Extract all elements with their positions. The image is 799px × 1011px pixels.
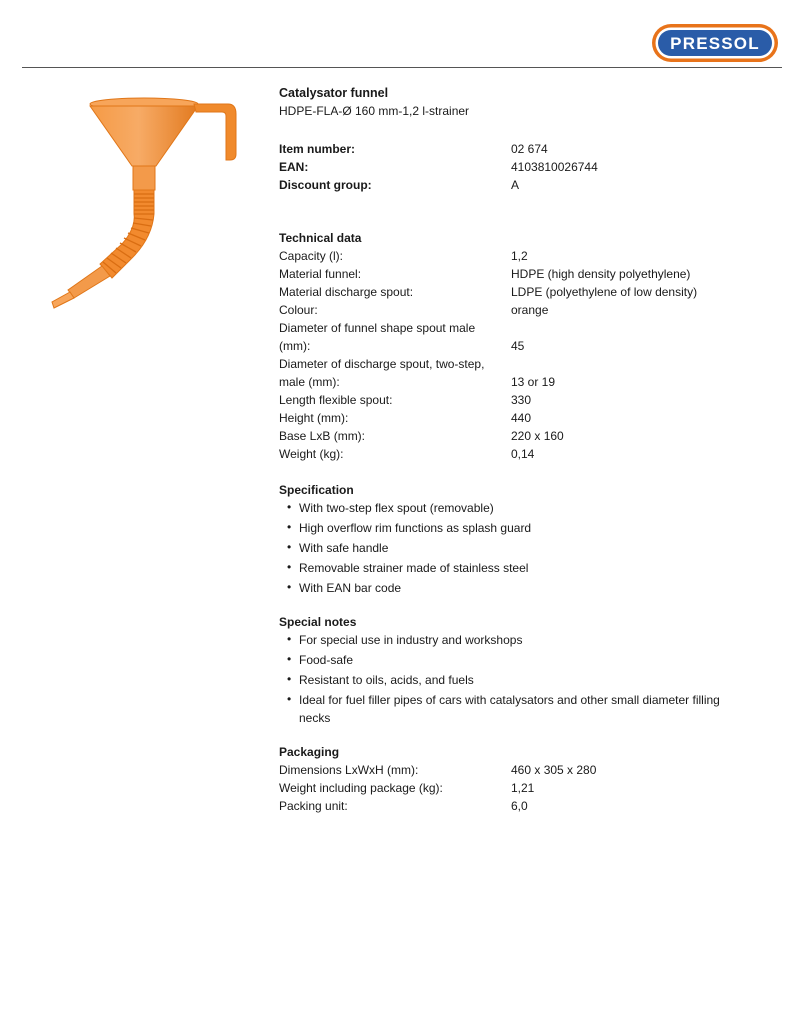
packaging-heading: Packaging [279,745,340,759]
bullet-icon: • [287,520,292,534]
tech-value [511,355,759,391]
packaging-row [279,797,759,815]
tech-value: 220 x 160 [511,429,564,443]
tech-row [279,265,759,283]
tech-row [279,283,759,301]
tech-label: Material funnel: [279,267,362,281]
tech-label: Length flexible spout: [279,393,393,407]
product-datasheet [279,84,759,815]
ean-label: EAN: [279,160,309,174]
list-item-text: With EAN bar code [299,581,402,595]
tech-row [279,445,759,463]
bullet-icon: • [287,692,292,706]
packaging-row [279,779,759,797]
technical-data-heading: Technical data [279,231,362,245]
tech-label [279,355,511,391]
list-item [279,559,759,577]
tech-value: 1,2 [511,249,528,263]
packaging-value: 1,21 [511,781,535,795]
packaging-label: Packing unit: [279,799,348,813]
list-item [279,651,759,669]
pressol-logo [651,23,779,63]
ean-value: 4103810026744 [511,160,598,174]
item-number-row [279,140,759,158]
bullet-icon: • [287,632,292,646]
tech-value: LDPE (polyethylene of low density) [511,285,698,299]
tech-row [279,301,759,319]
special-notes-heading: Special notes [279,615,357,629]
tech-label: Capacity (l): [279,249,344,263]
item-number-label: Item number: [279,142,356,156]
list-item-text: With two-step flex spout (removable) [299,501,494,515]
tech-label: Weight (kg): [279,447,344,461]
tech-label: Base LxB (mm): [279,429,366,443]
logo-text: PRESSOL [670,34,760,53]
tech-label-line1: Diameter of discharge spout, two-step, [279,357,485,371]
bullet-icon: • [287,560,292,574]
tech-value-text: 45 [511,339,525,353]
packaging-label: Weight including package (kg): [279,781,443,795]
list-item [279,631,759,649]
list-item-text: Food-safe [299,653,354,667]
specification-heading: Specification [279,483,354,497]
orange-funnel-image [44,92,244,316]
header-divider [22,67,782,68]
product-subtitle: HDPE-FLA-Ø 160 mm-1,2 l-strainer [279,104,470,118]
tech-label: Material discharge spout: [279,285,414,299]
list-item [279,691,759,727]
tech-value: 440 [511,411,532,425]
product-title: Catalysator funnel [279,86,389,100]
discount-group-value: A [511,178,520,192]
tech-row [279,355,759,391]
tech-value: HDPE (high density polyethylene) [511,267,691,281]
list-item [279,519,759,537]
item-number-value: 02 674 [511,142,548,156]
tech-value: 0,14 [511,447,535,461]
tech-value: orange [511,303,549,317]
packaging-row [279,761,759,779]
specification-list [279,499,759,597]
list-item-text-continued: necks [299,711,331,725]
packaging-value: 460 x 305 x 280 [511,763,597,777]
discount-group-label: Discount group: [279,178,372,192]
tech-label: Height (mm): [279,411,349,425]
packaging-label: Dimensions LxWxH (mm): [279,763,419,777]
list-item-text: Resistant to oils, acids, and fuels [299,673,474,687]
list-item-text: Ideal for fuel filler pipes of cars with catalysators and other small diameter filling [299,693,720,707]
list-item-text: High overflow rim functions as splash guard [299,521,532,535]
bullet-icon: • [287,500,292,514]
bullet-icon: • [287,540,292,554]
tech-value [511,319,759,355]
list-item [279,539,759,557]
list-item-text: Removable strainer made of stainless steel [299,561,529,575]
tech-label: Colour: [279,303,318,317]
list-item-text: For special use in industry and workshops [299,633,523,647]
discount-group-row [279,176,759,194]
special-notes-list [279,631,759,727]
list-item [279,579,759,597]
list-item-text: With safe handle [299,541,389,555]
tech-label [279,319,511,355]
tech-row [279,319,759,355]
tech-label-line1: Diameter of funnel shape spout male [279,321,476,335]
list-item [279,671,759,689]
ean-row [279,158,759,176]
tech-value-text: 13 or 19 [511,375,556,389]
tech-row [279,427,759,445]
bullet-icon: • [287,672,292,686]
tech-label-line2: male (mm): [279,375,340,389]
list-item [279,499,759,517]
tech-label-line2: (mm): [279,339,311,353]
bullet-icon: • [287,652,292,666]
tech-row [279,391,759,409]
packaging-value: 6,0 [511,799,528,813]
bullet-icon: • [287,580,292,594]
tech-value: 330 [511,393,532,407]
tech-row [279,247,759,265]
tech-row [279,409,759,427]
